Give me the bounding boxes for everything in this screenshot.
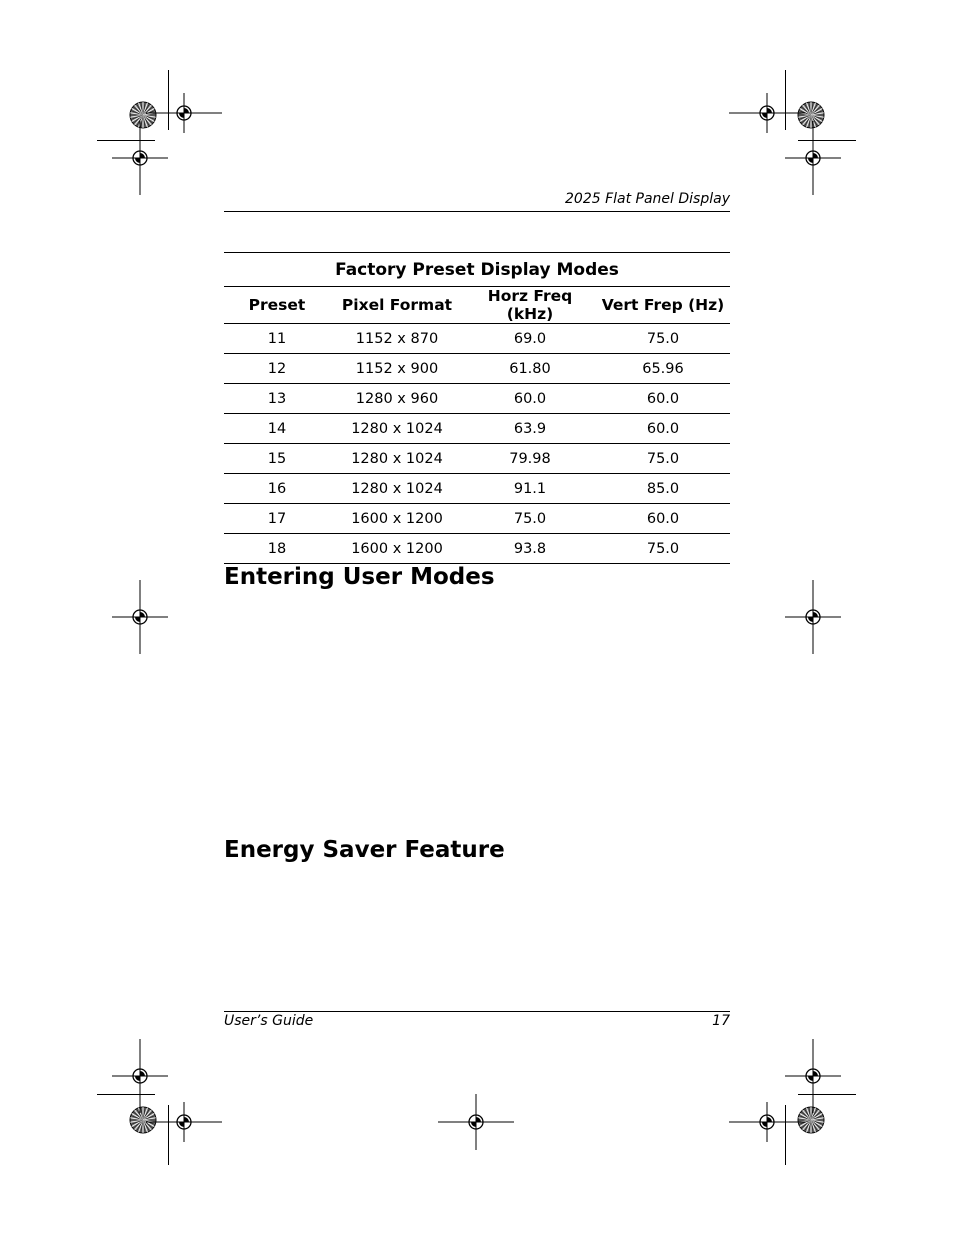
table-cell: 85.0 (596, 474, 730, 504)
table-row (224, 384, 730, 414)
registration-crosshair-icon (438, 1094, 514, 1150)
table-cell: 60.0 (596, 384, 730, 414)
table-row (224, 504, 730, 534)
running-header: 2025 Flat Panel Display (565, 191, 730, 207)
table-cell: 69.0 (464, 324, 596, 354)
section-heading-energy-saver: Energy Saver Feature (224, 837, 505, 863)
table-cell: 60.0 (596, 414, 730, 444)
footer-guide-title: User’s Guide (224, 1013, 314, 1029)
table-cell: 75.0 (596, 324, 730, 354)
table-cell: 91.1 (464, 474, 596, 504)
column-header: Vert Frep (Hz) (596, 287, 730, 324)
table-cell: 1152 x 900 (330, 354, 464, 384)
footer-rule (224, 1011, 730, 1012)
table-cell: 1280 x 1024 (330, 474, 464, 504)
column-header: Pixel Format (330, 287, 464, 324)
table-cell: 1152 x 870 (330, 324, 464, 354)
table-cell: 1600 x 1200 (330, 504, 464, 534)
registration-crosshair-icon (785, 121, 841, 195)
table-cell: 14 (224, 414, 330, 444)
header-rule (224, 211, 730, 212)
registration-crosshair-icon (112, 121, 168, 195)
section-heading-entering-user-modes: Entering User Modes (224, 564, 495, 590)
table-cell: 75.0 (464, 504, 596, 534)
table-cell: 1280 x 1024 (330, 414, 464, 444)
registration-crosshair-icon (729, 1102, 805, 1142)
table-row (224, 444, 730, 474)
table-cell: 15 (224, 444, 330, 474)
column-header: Horz Freq (kHz) (464, 287, 596, 324)
table-cell: 61.80 (464, 354, 596, 384)
registration-crosshair-icon (785, 580, 841, 654)
table-row (224, 324, 730, 354)
table-cell: 16 (224, 474, 330, 504)
table-cell: 12 (224, 354, 330, 384)
table-cell: 13 (224, 384, 330, 414)
table-caption: Factory Preset Display Modes (224, 253, 730, 287)
table-row (224, 534, 730, 564)
table-cell: 11 (224, 324, 330, 354)
table-cell: 18 (224, 534, 330, 564)
page-number: 17 (712, 1013, 730, 1029)
table-cell: 63.9 (464, 414, 596, 444)
table-cell: 75.0 (596, 534, 730, 564)
table-cell: 65.96 (596, 354, 730, 384)
table-row (224, 354, 730, 384)
table-cell: 75.0 (596, 444, 730, 474)
column-header: Preset (224, 287, 330, 324)
table-cell: 60.0 (464, 384, 596, 414)
table-cell: 1280 x 960 (330, 384, 464, 414)
registration-crosshair-icon (146, 1102, 222, 1142)
table-cell: 60.0 (596, 504, 730, 534)
registration-crosshair-icon (112, 580, 168, 654)
table-cell: 17 (224, 504, 330, 534)
table-header-row (224, 287, 730, 324)
table-caption-row (224, 253, 730, 287)
preset-modes-table (224, 252, 730, 564)
table-cell: 79.98 (464, 444, 596, 474)
table-row (224, 414, 730, 444)
table-row (224, 474, 730, 504)
table-cell: 1600 x 1200 (330, 534, 464, 564)
table-cell: 93.8 (464, 534, 596, 564)
table-cell: 1280 x 1024 (330, 444, 464, 474)
